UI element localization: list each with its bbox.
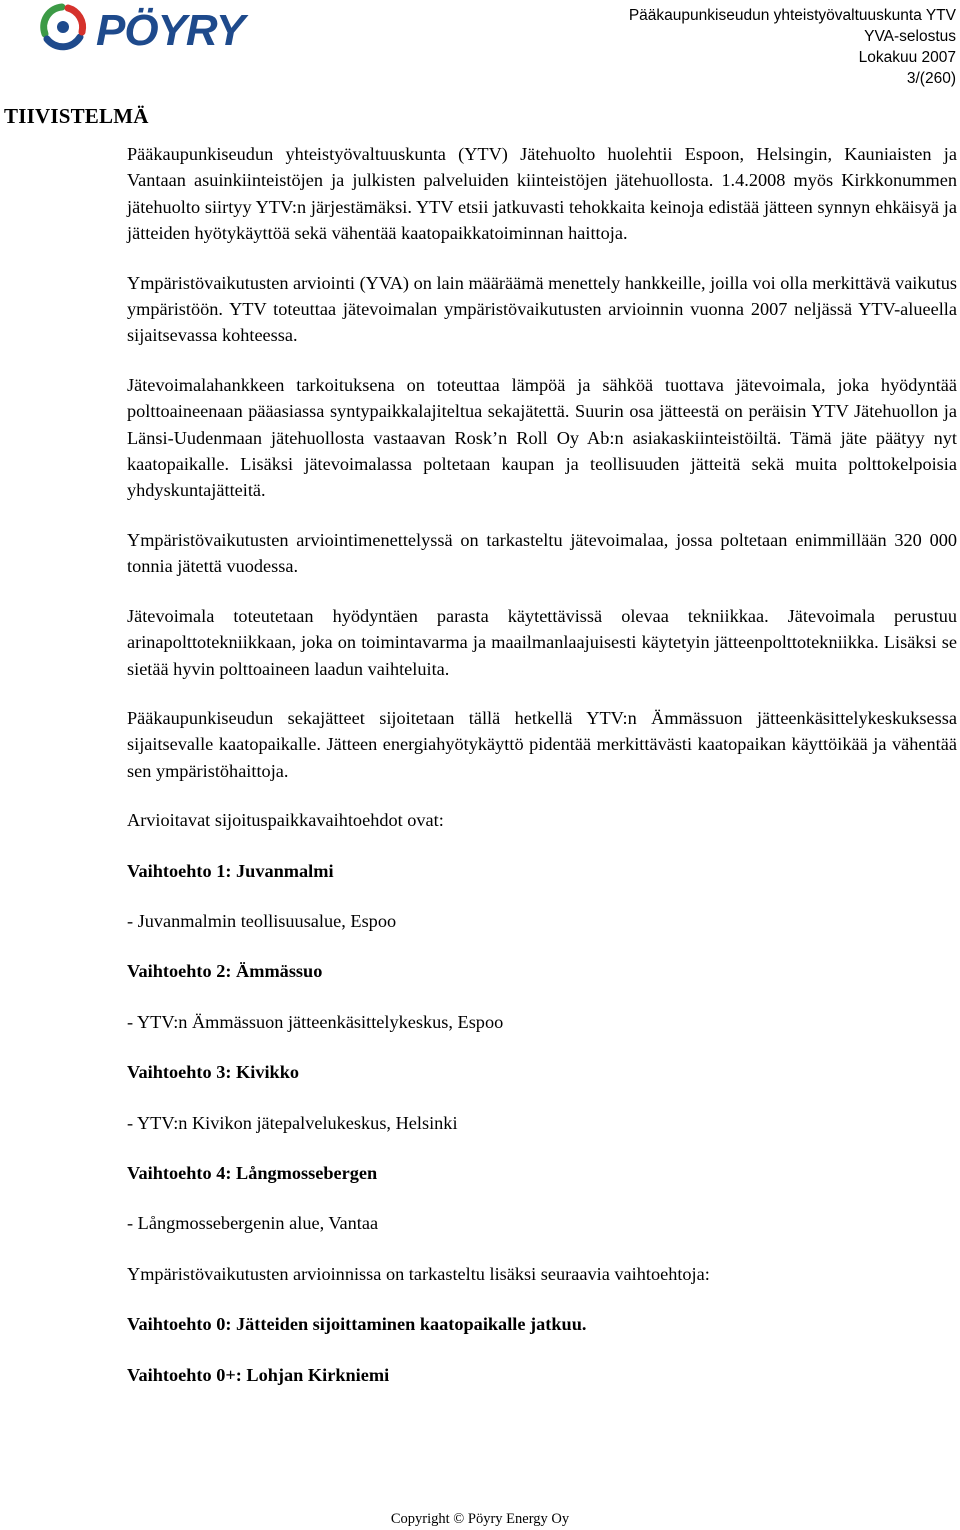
paragraph: Jätevoimalahankkeen tarkoituksena on toteuttaa lämpöä ja sähköä tuottava jätevoimala, joka hyödyntää polttoaineenaan pääasiassa syntypaikkalajiteltua sekajätettä. Suurin osa jätteestä on peräisin YTV Jätehuollon ja Länsi-Uudenmaan jätehuollosta vastaavan Rosk’n Roll Oy Ab:n asiakaskiinteistöiltä. Tämä jäte päätyy nyt kaatopaikalle. Lisäksi jätevoimalassa poltetaan kaupan ja teollisuuden jätteitä sekä muita polttokelpoisia yhdyskuntajätteitä. (127, 374, 957, 501)
paragraph: Ympäristövaikutusten arviointimenettelyssä on tarkasteltu jätevoimalaa, jossa poltetaan enimmillään 320 000 tonnia jätettä vuodessa. (127, 529, 957, 577)
header-page-number: 3/(260) (906, 70, 956, 87)
extra-options-intro: Ympäristövaikutusten arvioinnissa on tarkasteltu lisäksi seuraavia vaihtoehtoja: (127, 1263, 710, 1284)
option-title: Vaihtoehto 1: Juvanmalmi (127, 860, 334, 881)
option-description: - YTV:n Ämmässuon jätteenkäsittelykeskus, Espoo (127, 1011, 504, 1032)
paragraph: Pääkaupunkiseudun sekajätteet sijoitetaan tällä hetkellä YTV:n Ämmässuon jätteenkäsittelykeskuksessa sijaitsevalle kaatopaikalle. Jätteen energiahyötykäyttö pidentää merkittävästi kaatopaikan käyttöikää ja vähentää sen ympäristöhaittoja. (127, 707, 957, 781)
logo-emblem-icon (44, 7, 83, 47)
header-date: Lokakuu 2007 (858, 49, 956, 66)
paragraph: Ympäristövaikutusten arviointi (YVA) on lain määräämä menettely hankkeille, joilla voi olla merkittävä vaikutus ympäristöön. YTV toteuttaa jätevoimalan ympäristövaikutusten arvioinnin vuonna 2007 neljässä YTV-alueella sijaitsevassa kohteessa. (127, 272, 957, 346)
option-title: Vaihtoehto 4: Långmossebergen (127, 1162, 378, 1183)
option-title: Vaihtoehto 3: Kivikko (127, 1062, 300, 1083)
paragraph: Jätevoimala toteutetaan hyödyntäen parasta käytettävissä olevaa tekniikkaa. Jätevoimala perustuu arinapolttotekniikkaan, joka on toimintavarma ja maailmanlaajuisesti käytetyin jätteenpolttotekniikka. Lisäksi se sietää hyvin polttoaineen laadun vaihteluita. (127, 605, 957, 679)
page-footer: Copyright © Pöyry Energy Oy (390, 1511, 570, 1527)
section-title: TIIVISTELMÄ (4, 104, 149, 128)
poyry-logo (38, 2, 296, 52)
options-intro: Arvioitavat sijoituspaikkavaihtoehdot ovat: (127, 810, 444, 831)
option-description: - Långmossebergenin alue, Vantaa (127, 1213, 379, 1234)
paragraph: Pääkaupunkiseudun yhteistyövaltuuskunta (YTV) Jätehuolto huolehtii Espoon, Helsingin, Kauniaisten ja Vantaan asuinkiinteistöjen ja julkisten palveluiden kiinteistöjen jätehuollosta. 1.4.2008 myös Kirkkonummen jätehuolto siirtyy YTV:n järjestämäksi. YTV etsii jatkuvasti tehokkaita keinoja edistää jätteen synnyn ehkäisyä ja jätteiden hyötykäyttöä sekä vähentää kaatopaikkatoiminnan haittoja. (127, 144, 957, 244)
option-description: - YTV:n Kivikon jätepalvelukeskus, Helsinki (127, 1112, 458, 1133)
logo-wordmark: PÖYRY (96, 6, 245, 52)
extra-option-title: Vaihtoehto 0: Jätteiden sijoittaminen kaatopaikalle jatkuu. (127, 1314, 587, 1335)
option-description: - Juvanmalmin teollisuusalue, Espoo (127, 910, 397, 931)
header-organization: Pääkaupunkiseudun yhteistyövaltuuskunta YTV (628, 7, 956, 24)
option-title: Vaihtoehto 2: Ämmässuo (127, 961, 323, 982)
extra-option-title: Vaihtoehto 0+: Lohjan Kirkniemi (127, 1364, 390, 1385)
header-document: YVA-selostus (864, 28, 956, 45)
document-body (127, 141, 957, 1388)
page-header (629, 5, 956, 89)
